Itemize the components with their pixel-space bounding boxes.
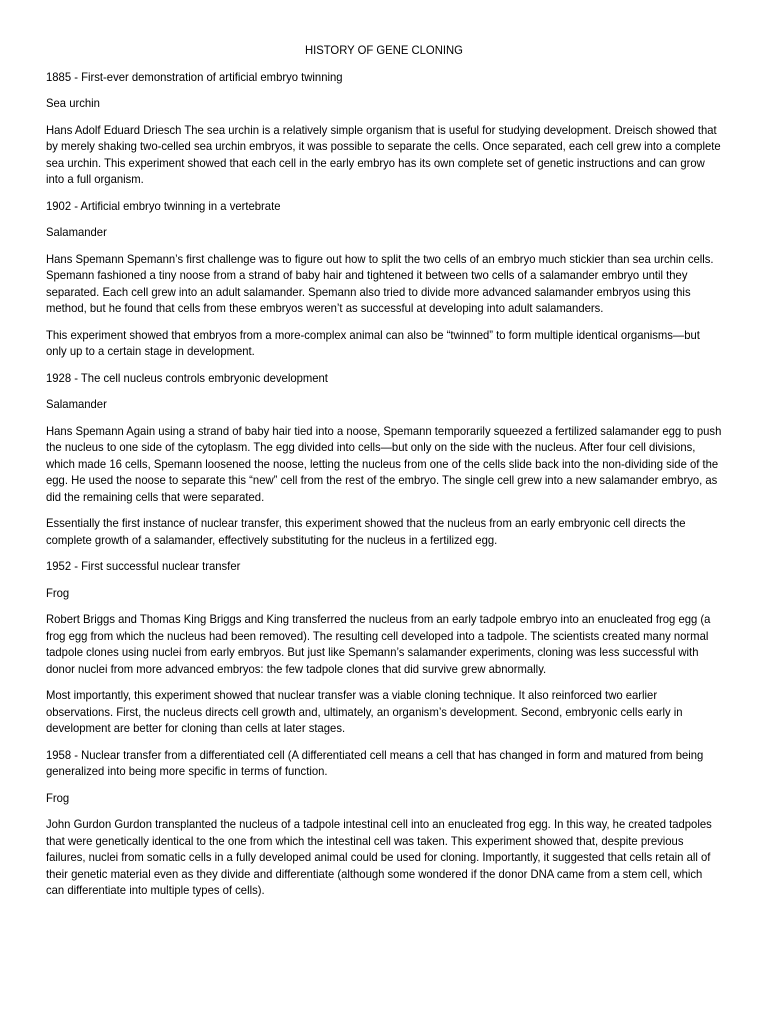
paragraph-spemann-1902: Hans Spemann Spemann’s first challenge was to figure out how to split the two cells of an embryo much stickier than sea urchin cells. Spemann fashioned a tiny noose from a strand of baby hair and tightened it between two cells of a salamander embryo until they separated. Each cell grew into an adult salamander. Spemann also tried to divide more advanced salamander embryos using this method, but he found that cells from these embryos weren’t as successful at developing into adult salamanders.: [46, 251, 714, 315]
paragraph-briggs-king: Robert Briggs and Thomas King Briggs and King transferred the nucleus from an early tadpole embryo into an enucleated frog egg (a frog egg from which the nucleus had been removed). The resulting cell developed into a tadpole. The scientists created many normal tadpole clones using nuclei from early embryos. But just like Spemann’s salamander experiments, cloning was less successful with donor nuclei from more advanced embryos: the few tadpole clones that did survive grew abnormally.: [46, 612, 711, 676]
paragraph-spemann-1928: Hans Spemann Again using a strand of baby hair tied into a noose, Spemann temporarily squeezed a fertilized salamander egg to push the nucleus to one side of the cytoplasm. The egg divided into cells—but only on the side with the nucleus. After four cell divisions, which made 16 cells, Spemann loosened the noose, letting the nucleus from one of the cells slide back into the non-dividing side of the egg. He used the noose to separate this “new” cell from the rest of the embryo. The single cell grew into a new salamander embryo, as did the remaining cells that were separated.: [46, 423, 722, 504]
heading-1902: 1902 - Artificial embryo twinning in a vertebrate: [46, 198, 281, 213]
paragraph-driesch: Hans Adolf Eduard Driesch The sea urchin is a relatively simple organism that is useful for studying development. Dreisch showed that by merely shaking two-celled sea urchin embryos, it was possible to separate the cells. Once separated, each cell grew into a complete sea urchin. This experiment showed that each cell in the early embryo has its own complete set of genetic instructions and can grow into a full organism.: [46, 122, 721, 186]
document-title: HISTORY OF GENE CLONING: [304, 43, 463, 57]
heading-1928: 1928 - The cell nucleus controls embryonic development: [46, 370, 328, 385]
paragraph-gurdon: John Gurdon Gurdon transplanted the nucleus of a tadpole intestinal cell into an enucleated frog egg. In this way, he created tadpoles that were genetically identical to the one from which the intestinal cell was taken. This experiment showed that, despite previous failures, nuclei from somatic cells in a fully developed animal could be used for cloning. Importantly, it suggested that cells retain all of their genetic material even as they divide and differentiate (although some wondered if the donor DNA came from a stem cell, which can differentiate into multiple types of cells).: [46, 817, 712, 897]
organism-salamander: Salamander: [46, 397, 107, 411]
organism-frog: Frog: [46, 790, 70, 805]
heading-1958: 1958 - Nuclear transfer from a differentiated cell (A differentiated cell means a cell that has changed in form and matured from being generalized into being more specific in terms of function.: [46, 747, 704, 778]
heading-1885: 1885 - First-ever demonstration of artificial embryo twinning: [46, 69, 343, 84]
organism-salamander: Salamander: [46, 225, 107, 239]
paragraph-spemann-1928-conclusion: Essentially the first instance of nuclear transfer, this experiment showed that the nucleus from an early embryonic cell directs the complete growth of a salamander, effectively substituting for the nucleus in a fertilized egg.: [46, 516, 686, 547]
paragraph-spemann-1902-conclusion: This experiment showed that embryos from a more-complex animal can also be “twinned” to form multiple identical organisms—but only up to a certain stage in development.: [46, 327, 700, 358]
organism-frog: Frog: [46, 585, 70, 600]
heading-1952: 1952 - First successful nuclear transfer: [46, 559, 241, 573]
document-page: [46, 42, 722, 909]
paragraph-briggs-king-conclusion: Most importantly, this experiment showed that nuclear transfer was a viable cloning technique. It also reinforced two earlier observations. First, the nucleus directs cell growth and, ultimately, an organism’s development. Second, embryonic cells early in development are better for cloning than cells at later stages.: [46, 688, 683, 735]
organism-sea-urchin: Sea urchin: [46, 96, 100, 110]
